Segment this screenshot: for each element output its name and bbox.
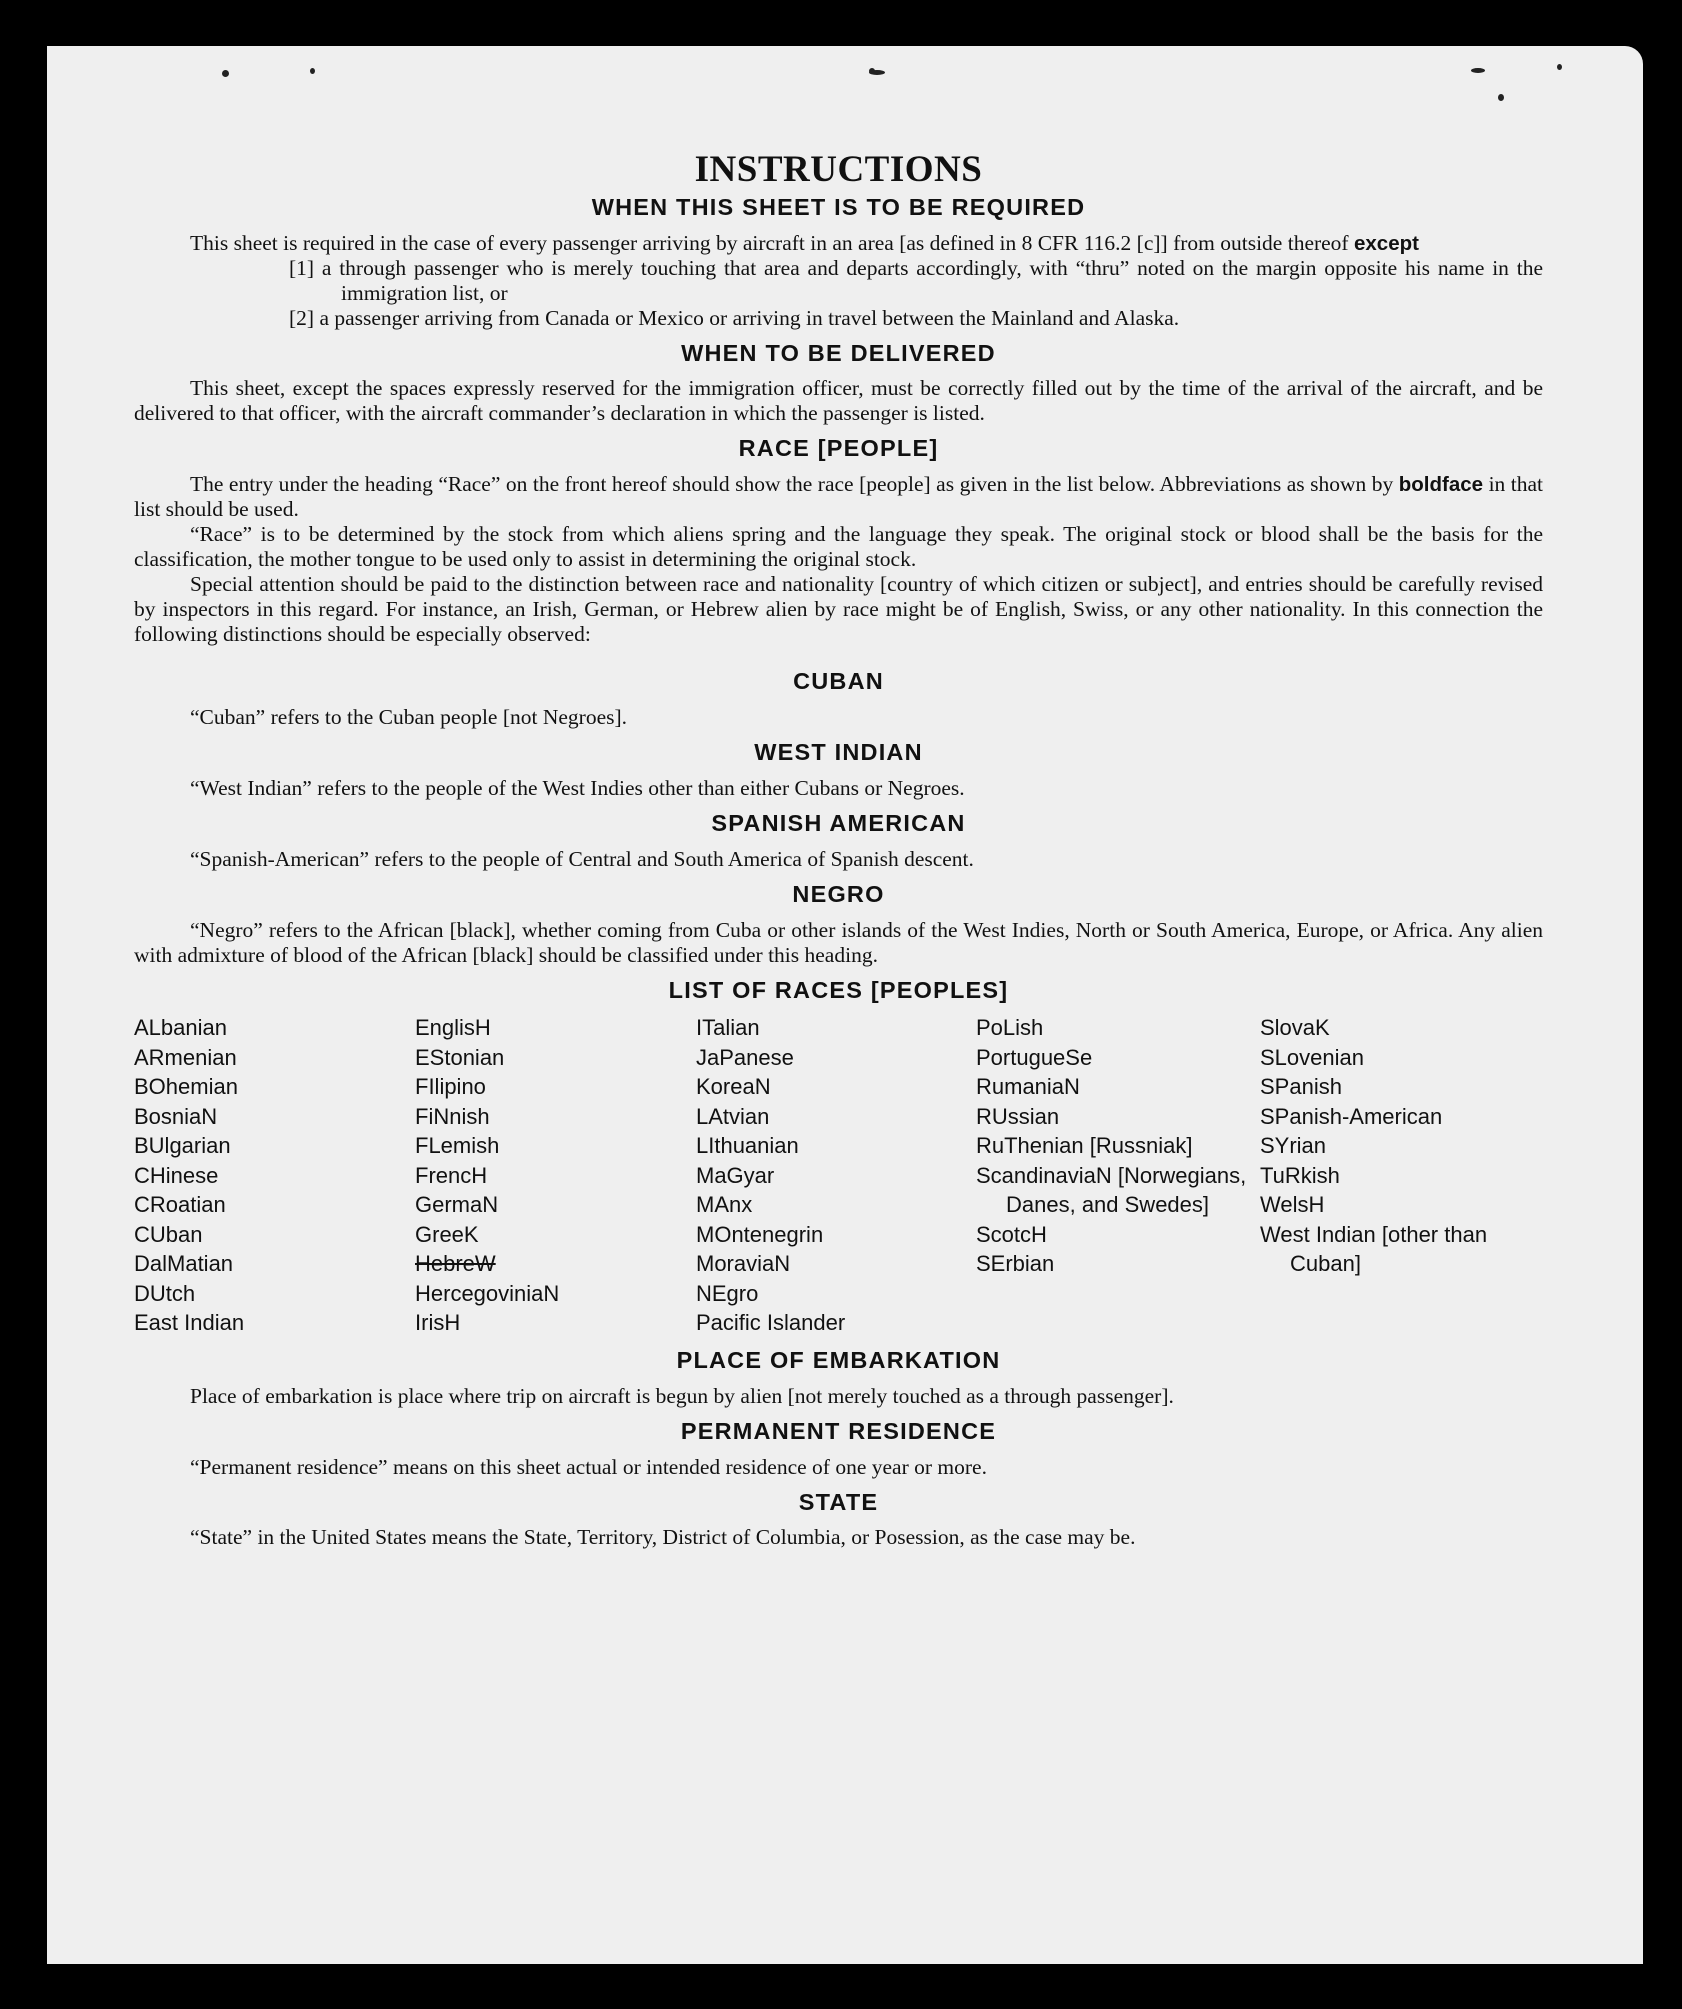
race-item: LIthuanian <box>696 1133 799 1159</box>
exception-2: [2] a passenger arriving from Canada or Mexico or arriving in travel between the Mainland and Alaska. <box>289 305 1180 330</box>
race-item: RUssian <box>976 1103 1060 1129</box>
race-paragraph-3: Special attention should be paid to the distinction between race and nationality [country of which citizen or subject], and entries should be carefully revised by inspectors in this regard. For instance, an Irish, German, or Hebrew alien by race might be of English, Swiss, or any other nationality. In this connection the following distinctions should be especially observed: <box>134 572 1543 647</box>
race-paragraph-2: “Race” is to be determined by the stock from which aliens spring and the language they speak. The original stock or blood shall be the basis for the classification, the mother tongue to be used only to assist in determining the original stock. <box>134 522 1543 572</box>
scan-speck <box>1557 64 1562 70</box>
race-item: SErbian <box>976 1251 1055 1277</box>
delivered-paragraph: This sheet, except the spaces expressly reserved for the immigration officer, must be correctly filled out by the time of the arrival of the aircraft, and be delivered to that officer, with the aircraft commander’s declaration in which the passenger is listed. <box>134 376 1543 426</box>
negro-paragraph: “Negro” refers to the African [black], whether coming from Cuba or other islands of the West Indies, North or South America, Europe, or Africa. Any alien with admixture of blood of the African [black] should be classified under this heading. <box>134 917 1543 967</box>
scan-speck <box>1471 68 1485 73</box>
heading-west-indian: WEST INDIAN <box>754 739 923 766</box>
race-item: BUlgarian <box>134 1133 231 1159</box>
race-item: RuThenian [Russniak] <box>976 1133 1193 1159</box>
race-item: SPanish <box>1260 1074 1342 1100</box>
race-item: ScotcH <box>976 1221 1047 1247</box>
race-p1-before: The entry under the heading “Race” on the front hereof should show the race [people] as given in the list below. Abbreviations as shown by <box>190 472 1394 497</box>
race-item: EnglisH <box>415 1015 491 1041</box>
races-column-4 <box>976 1013 1260 1338</box>
heading-list-of-races: LIST OF RACES [PEOPLES] <box>668 976 1009 1003</box>
instructions-content <box>134 150 1543 1550</box>
state-paragraph: “State” in the United States means the State, Territory, District of Columbia, or Posession, as the case may be. <box>190 1525 1136 1550</box>
race-item: KoreaN <box>696 1074 771 1100</box>
race-item: WelsH <box>1260 1192 1325 1218</box>
heading-permanent-residence: PERMANENT RESIDENCE <box>680 1417 997 1444</box>
race-item: East Indian <box>134 1310 245 1336</box>
page-title: INSTRUCTIONS <box>694 149 983 190</box>
document-sheet <box>47 46 1643 1964</box>
embarkation-paragraph: Place of embarkation is place where trip on aircraft is begun by alien [not merely touched as a through passenger]. <box>190 1383 1174 1408</box>
required-lead: This sheet is required in the case of every passenger arriving by aircraft in an area [as defined in 8 CFR 116.2 [c]] from outside thereof <box>190 230 1349 255</box>
race-item: GermaN <box>415 1192 499 1218</box>
race-item: DUtch <box>134 1280 196 1306</box>
race-item: IrisH <box>415 1310 461 1336</box>
spanish-american-paragraph: “Spanish-American” refers to the people of Central and South America of Spanish descent. <box>190 846 974 871</box>
race-item: FIlipino <box>415 1074 486 1100</box>
race-item: TuRkish <box>1260 1162 1340 1188</box>
residence-paragraph: “Permanent residence” means on this sheet actual or intended residence of one year or more. <box>190 1454 987 1479</box>
boldface-keyword: boldface <box>1398 473 1484 497</box>
heading-place-of-embarkation: PLACE OF EMBARKATION <box>676 1346 1001 1373</box>
race-item: CHinese <box>134 1162 219 1188</box>
race-item: ALbanian <box>134 1015 227 1041</box>
race-item: JaPanese <box>696 1044 794 1070</box>
race-item: SlovaK <box>1260 1015 1330 1041</box>
race-item: BosniaN <box>134 1103 218 1129</box>
race-item-struck: HebreW <box>415 1251 496 1277</box>
race-item: SYrian <box>1260 1133 1327 1159</box>
heading-cuban: CUBAN <box>793 668 884 695</box>
race-item: CUban <box>134 1221 203 1247</box>
race-item: Pacific Islander <box>696 1310 846 1336</box>
race-paragraph-1 <box>134 472 1543 522</box>
scan-speck <box>869 68 875 74</box>
race-item: EStonian <box>415 1044 505 1070</box>
race-item: ITalian <box>696 1015 760 1041</box>
required-paragraph <box>134 231 1543 256</box>
race-item: FiNnish <box>415 1103 490 1129</box>
cuban-paragraph: “Cuban” refers to the Cuban people [not Negroes]. <box>190 705 628 730</box>
heading-negro: NEGRO <box>792 880 885 907</box>
race-item: HercegoviniaN <box>415 1280 560 1306</box>
race-item: DalMatian <box>134 1251 234 1277</box>
race-item: West Indian [other than Cuban] <box>1260 1221 1488 1277</box>
race-item: MoraviaN <box>696 1251 791 1277</box>
race-p1-after: in that list should be used. <box>134 472 1544 522</box>
races-list <box>134 1013 1543 1338</box>
race-item: ARmenian <box>134 1044 237 1070</box>
race-item: FLemish <box>415 1133 500 1159</box>
race-item: CRoatian <box>134 1192 226 1218</box>
race-item: PoLish <box>976 1015 1044 1041</box>
race-item: ScandinaviaN [Norwegians, Danes, and Swedes] <box>976 1162 1247 1218</box>
race-item: PortugueSe <box>976 1044 1093 1070</box>
races-column-3 <box>696 1013 976 1338</box>
race-item: BOhemian <box>134 1074 238 1100</box>
heading-race: RACE [PEOPLE] <box>738 435 939 462</box>
race-item: SPanish-American <box>1260 1103 1443 1129</box>
exception-1: [1] a through passenger who is merely touching that area and departs accordingly, with “thru” noted on the margin opposite his name in the immigration list, or <box>289 255 1543 305</box>
race-item: RumaniaN <box>976 1074 1080 1100</box>
race-item: LAtvian <box>696 1103 770 1129</box>
heading-spanish-american: SPANISH AMERICAN <box>711 809 966 836</box>
scan-speck <box>1498 94 1504 101</box>
races-column-1 <box>134 1013 415 1338</box>
scan-speck <box>310 68 315 74</box>
scan-speck <box>222 70 229 77</box>
races-column-2 <box>415 1013 696 1338</box>
race-item: MaGyar <box>696 1162 775 1188</box>
race-item: GreeK <box>415 1221 479 1247</box>
race-item: NEgro <box>696 1280 759 1306</box>
race-item: SLovenian <box>1260 1044 1364 1070</box>
except-keyword: except <box>1353 231 1419 255</box>
races-column-5 <box>1260 1013 1543 1338</box>
race-item: MOntenegrin <box>696 1221 824 1247</box>
west-indian-paragraph: “West Indian” refers to the people of the West Indies other than either Cubans or Negroes. <box>190 775 965 800</box>
heading-state: STATE <box>798 1488 879 1515</box>
heading-when-delivered: WHEN TO BE DELIVERED <box>681 339 996 366</box>
heading-when-required: WHEN THIS SHEET IS TO BE REQUIRED <box>591 193 1086 220</box>
race-item: MAnx <box>696 1192 753 1218</box>
race-item: FrencH <box>415 1162 488 1188</box>
